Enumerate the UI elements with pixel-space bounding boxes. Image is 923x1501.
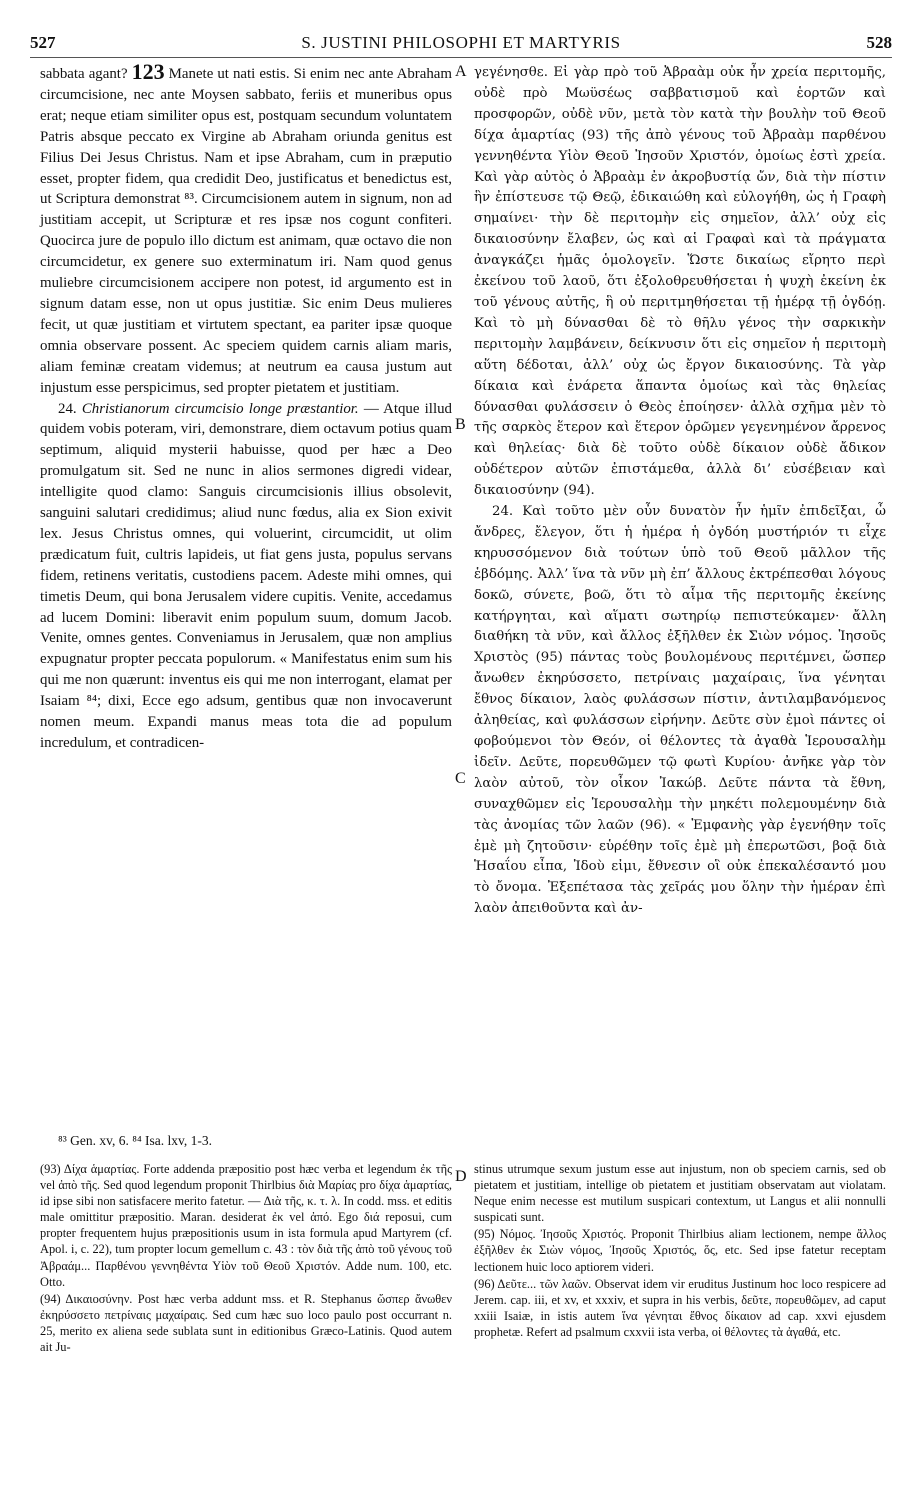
latin-column [40, 59, 452, 754]
greek-section-24: 24. Καὶ τοῦτο μὲν οὖν δυνατὸν ἦν ἡμῖν ἐπιδεῖξαι, ὦ ἄνδρες, ἔλεγον, ὅτι ἡ ἡμέρα ἡ ὀγδόη μυστήριόν τι εἶχε κηρυσσόμενον διὰ τούτων ὑπὸ τοῦ Θεοῦ μᾶλλον τῆς ἑβδόμης. Ἀλλ’ ἵνα τὰ νῦν μὴ ἐπ’ ἄλλους ἐκτρέπεσθαι λόγους δοκῶ, σύνετε, βοῶ, ὅτι τὸ αἷμα τῆς περιτομῆς ἐκείνης κατήργηται, καὶ αἵματι σωτηρίῳ πεπιστεύκαμεν· ἄλλη διαθήκη τὰ νῦν, καὶ ἄλλος ἐξῆλθεν ἐκ Σιὼν νόμος. Ἰησοῦς Χριστὸς (95) πάντας τοὺς βουλομένους περιτέμνει, ὥσπερ ἄνωθεν ἐκηρύσσετο, πετρίναις μαχαίραις, ἵνα γένηται ἔθνος δίκαιον, λαὸς φυλάσσων πίστιν, ἀντιλαμβανόμενος ἀληθείας, καὶ φυλάσσων εἰρήνην. Δεῦτε σὺν ἐμοὶ πάντες οἱ φοβούμενοι τὸν Θεόν, οἱ θέλοντες τὰ ἀγαθὰ Ἱερουσαλὴμ ἰδεῖν. Δεῦτε, πορευθῶμεν τῷ φωτὶ Κυρίου· ἀνῆκε γὰρ τὸν λαὸν αὐτοῦ, τὸν οἶκον Ἰακώβ. Δεῦτε πάντα τὰ ἔθνη, συναχθῶμεν εἰς Ἱερουσαλὴμ τὴν μηκέτι πολεμουμένην διὰ τὰς ἀνομίας τῶν λαῶν (96). « Ἐμφανὴς γὰρ ἐγενήθην τοῖς ἐμὲ μὴ ζητοῦσιν· εὑρέθην τοῖς ἐμὲ μὴ ἐπερωτῶσι, βοᾷ διὰ Ἡσαΐου εἶπα, Ἰδοὺ εἰμι, ἔθνεσιν οἳ οὐκ ἐπεκαλέσαντό μου τὸ ὄνομα. Ἐξεπέτασα τὰς χεῖράς μου ὅλην τὴν ἡμέραν ἐπὶ λαὸν ἀπειθοῦντα καὶ ἀν- [474, 504, 886, 917]
header-rule [30, 57, 892, 58]
notes-left-column [40, 1161, 452, 1356]
running-title: S. JUSTINI PHILOSOPHI ET MARTYRIS [301, 33, 621, 52]
note-94-continued: stinus utrumque sexum justum esse aut injustum, non ob speciem carnis, sed ob pietatem et justitiam, intellige ob pietatem et justitiam observatam aut violatam. Neque enim necesse est mutilum suspicari contextum, ut Langus et alii nonnulli suspicati sunt. [474, 1162, 886, 1225]
page-number-right: 528 [866, 33, 892, 52]
running-header [30, 33, 892, 53]
latin-paragraph [40, 59, 452, 399]
margin-letter-a: A [455, 63, 467, 80]
greek-page-marker: 123 [131, 59, 165, 84]
greek-column [474, 63, 886, 920]
margin-letter-d: D [455, 1168, 467, 1185]
latin-section-24 [40, 399, 452, 754]
margin-letter-c: C [455, 770, 466, 787]
section-number: 24. [58, 400, 77, 417]
note-96: (96) Δεῦτε... τῶν λαῶν. Observat idem vir eruditus Justinum hoc loco respicere ad Jerem. cap. iii, et xv, et xxxiv, et supra in his verbis, δεῦτε, πορευθῶμεν, ad caput xxiii Isaiæ, in istis autem ἵνα γένηται ἔθνος δίκαιον ad cap. xxvi ejusdem prophetæ. Refert ad psalmum cxxvii ista verba, οἱ θέλοντες τὰ ἀγαθά, etc. [474, 1276, 886, 1339]
note-95: (95) Νόμος. Ἰησοῦς Χριστός. Proponit Thirlbius aliam lectionem, nempe ἄλλος ἐξῆλθεν ἐκ Σιὼν νόμος, Ἰησοῦς Χριστός, ὅς, etc. Sed ipse fatetur receptam lectionem huic loco aptiorem videri. [474, 1227, 886, 1274]
notes-right-column [474, 1161, 886, 1341]
margin-letter-b: B [455, 416, 466, 433]
scripture-references: ⁸³ Gen. xv, 6. ⁸⁴ Isa. lxv, 1-3. [58, 1133, 213, 1148]
greek-paragraph: γεγένησθε. Εἰ γὰρ πρὸ τοῦ Ἀβραὰμ οὐκ ἦν χρεία περιτομῆς, οὐδὲ πρὸ Μωϋσέως σαββατισμοῦ καὶ ἑορτῶν καὶ προσφορῶν, οὐδὲ νῦν, μετὰ τὸν κατὰ τὴν βουλὴν τοῦ Θεοῦ δίχα ἁμαρτίας (93) τῆς ἀπὸ γένους τοῦ Ἀβραὰμ παρθένου γεννηθέντα Υἱὸν Θεοῦ Ἰησοῦν Χριστόν, ὁμοίως ἐστὶ χρεία. Καὶ γὰρ αὐτὸς ὁ Ἀβραὰμ ἐν ἀκροβυστίᾳ ὤν, διὰ τὴν πίστιν ἣν ἐπίστευσε τῷ Θεῷ, ἐδικαιώθη καὶ εὐλογήθη, ὡς ἡ Γραφὴ σημαίνει· τὴν δὲ περιτομὴν εἰς σημεῖον, ἀλλ’ οὐχ εἰς δικαιοσύνην ἔλαβεν, ὡς καὶ αἱ Γραφαὶ καὶ τὰ πράγματα ἀναγκάζει ἡμᾶς ὁμολογεῖν. Ὥστε δικαίως εἴρητο περὶ ἐκείνου τοῦ λαοῦ, ὅτι ἐξολοθρευθήσεται ἡ ψυχὴ ἐκείνη ἐκ τοῦ γένους αὐτῆς, ἣ οὐ περιτμηθήσεται τῇ ἡμέρᾳ τῇ ὀγδόῃ. Καὶ τὸ μὴ δύνασθαι δὲ τὸ θῆλυ γένος τὴν σαρκικὴν περιτομὴν λαμβάνειν, δείκνυσιν ὅτι εἰς σημεῖον ἡ περιτομὴ αὕτη δέδοται, ἀλλ’ οὐχ ὡς ἔργον δικαιοσύνης. Τὰ γὰρ δίκαια καὶ ἐνάρετα ἅπαντα ὁμοίως καὶ τὰς θηλείας δύνασθαι φυλάσσειν ὁ Θεὸς ἐποίησεν· ἀλλὰ σχῆμα μὲν τὸ τῆς σαρκὸς ἕτερον καὶ ἕτερον ὁρῶμεν γεγενημένον ἄρρενος καὶ θηλείας· διὰ δὲ τοῦτο οὐδὲ δίκαιον οὐδὲ ἄδικον οὐδέτερον αὐτῶν ἐπιστάμεθα, ἀλλὰ δι’ εὐσέβειαν καὶ δικαιοσύνην (94). [474, 65, 886, 499]
note-93: (93) Δίχα ἁμαρτίας. Forte addenda præpositio post hæc verba et legendum ἐκ τῆς vel ἀπὸ τῆς. Sed quod legendum proponit Thirlbius διὰ Μαρίας pro δίχα ἁμαρτίας, id ipse sibi non satisfacere merito fatetur. — Διὰ τῆς, κ. τ. λ. In codd. mss. et editis male omittitur præpositio. Maran. desiderat ἐκ vel ἀπό. Ego διά reposui, cum propter frequentem hujus præpositionis usum in ista formula apud Martyrem (cf. Apol. i, c. 22), tum propter locum gemellum c. 43 : τὸν διὰ τῆς ἀπὸ τοῦ γένους τοῦ Ἀβραάμ... Παρθένου γεννηθέντα Υἱὸν τοῦ Θεοῦ Χριστόν. Adde num. 100, etc. Otto. [40, 1162, 452, 1289]
page-number-left: 527 [30, 33, 56, 52]
latin-text: Manete ut nati estis. Si enim nec ante Abraham circumcisione, nec ante Moysen sabbato, feriis et muneribus opus erat; neque etiam similiter opus est, postquam secundum voluntatem Patris absque peccato ex Virgine ab Abraham oriunda genitus est Filius Dei Jesus Christus. Nam et ipse Abraham, cum in præputio esset, propter fidem, qua credidit Deo, justificatus et benedictus est, ut Scriptura demonstrat ⁸³. Circumcisionem autem in signum, non ad justitiam accepit, ut Scripturæ et res ipsæ nos cogunt confiteri. Quocirca jure de populo illo dictum est animam, quæ octavo die non circumcidetur, ex genere suo exterminatum iri. Nam quod genus muliebre circumcisionem accipere non potest, id argumento est in signum datam esse, non ut opus justitiæ. Sic enim Deus mulieres fecit, ut quæ justitiam et virtutem spectant, ea pariter ipsæ quoque omnia observare possent. Ac speciem quidem carnis aliam maris, aliam feminæ creatam videmus; at neutrum ea causa justum aut injustum esse perspicimus, sed propter pietatem et justitiam. [40, 66, 452, 396]
section-heading: Christianorum circumcisio longe præstantior. [81, 400, 359, 417]
latin-section-text: — Atque illud quidem vobis poteram, viri, demonstrare, diem octavum potius quam septimum, aliquid mysterii habuisse, quod per hæc a Deo promulgatum sit. Sed ne nunc in alios sermones digredi videar, intelligite quod clamo: Sanguis circumcisionis illius obsolevit, sanguini salutari credidimus; aliud nunc fœdus, alia ex Sion exivit lex. Jesus Christus omnes, qui voluerint, circumcidit, ut olim prædicatum fuit, cultris lapideis, ut fiat gens justa, populus servans fidem, retinens veritatis, custodiens pacem. Adeste mihi omnes, qui timetis Deum, qui bona Jerusalem videre cupitis. Venite, accedamus ad lucem Domini: liberavit enim populum suum, domum Jacob. Venite, omnes gentes. Conveniamus in Jerusalem, quæ non amplius expugnatur propter peccata populorum. « Manifestatus enim sum his qui me non quærunt: inventus eis qui me non interrogant, elamat per Isaiam ⁸⁴; dixi, Ecce ego adsum, gentibus quæ non invocaverunt nomen meum. Expandi manus meas tota die ad populum incredulum, et contradicen- [40, 400, 452, 751]
latin-text-start: sabbata agant? [40, 66, 128, 82]
note-94: (94) Δικαιοσύνην. Post hæc verba addunt mss. et R. Stephanus ὥσπερ ἄνωθεν ἐκηρύσσετο πετρίναις μαχαίραις. Sed cum hæc suo loco paulo post occurrant n. 25, merito ex aliena sede sublata sunt in editionibus Græco-Latinis. Quod autem ait Ju- [40, 1291, 452, 1355]
